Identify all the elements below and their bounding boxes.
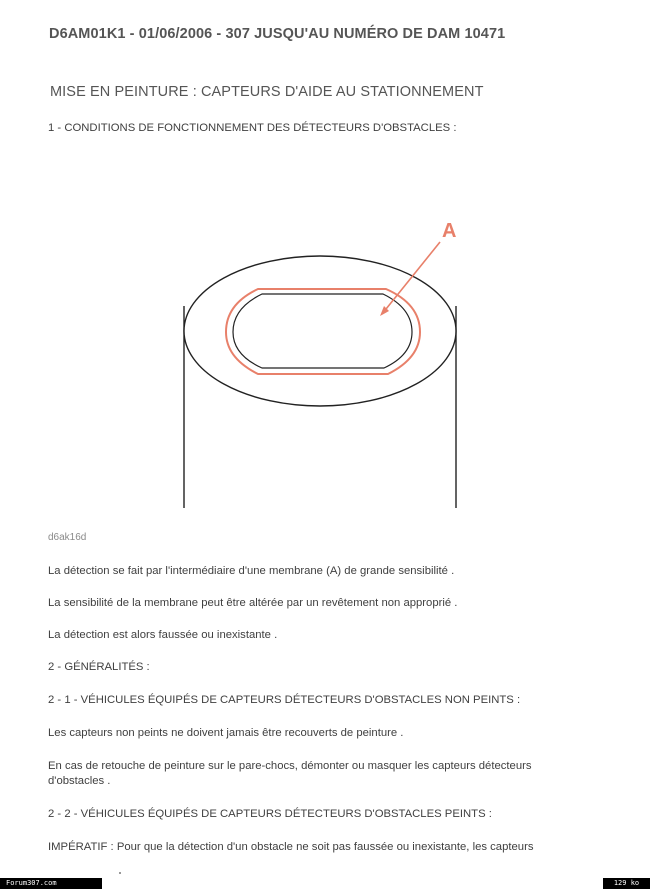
sensor-outer-rim: [184, 256, 456, 406]
paragraph-4: Les capteurs non peints ne doivent jamais être recouverts de peinture .: [48, 727, 404, 739]
paragraph-2: La sensibilité de la membrane peut être altérée par un revêtement non approprié .: [48, 597, 458, 609]
paragraph-5-line-2: d'obstacles .: [48, 775, 111, 787]
paragraph-6: IMPÉRATIF : Pour que la détection d'un obstacle ne soit pas faussée ou inexistante, les capteurs: [48, 841, 534, 853]
scan-speck: [119, 872, 121, 874]
document-reference: D6AM01K1 - 01/06/2006 - 307 JUSQU'AU NUMÉRO DE DAM 10471: [49, 26, 506, 42]
section-1-heading: 1 - CONDITIONS DE FONCTIONNEMENT DES DÉTECTEURS D'OBSTACLES :: [48, 122, 457, 134]
footer-file-size: 129 ko: [603, 878, 650, 889]
figure-reference: d6ak16d: [48, 532, 87, 543]
section-2-2-heading: 2 - 2 - VÉHICULES ÉQUIPÉS DE CAPTEURS DÉTECTEURS D'OBSTACLES PEINTS :: [48, 808, 492, 820]
footer-site-label: Forum307.com: [0, 878, 102, 889]
paragraph-3: La détection est alors faussée ou inexistante .: [48, 629, 278, 641]
page-title: MISE EN PEINTURE : CAPTEURS D'AIDE AU STATIONNEMENT: [50, 84, 484, 100]
label-a: A: [442, 220, 457, 242]
sensor-diagram: [170, 208, 480, 513]
section-2-heading: 2 - GÉNÉRALITÉS :: [48, 661, 150, 673]
paragraph-1: La détection se fait par l'intermédiaire d'une membrane (A) de grande sensibilité .: [48, 565, 455, 577]
section-2-1-heading: 2 - 1 - VÉHICULES ÉQUIPÉS DE CAPTEURS DÉTECTEURS D'OBSTACLES NON PEINTS :: [48, 694, 521, 706]
paragraph-5-line-1: En cas de retouche de peinture sur le pare-chocs, démonter ou masquer les capteurs détecteurs: [48, 760, 532, 772]
